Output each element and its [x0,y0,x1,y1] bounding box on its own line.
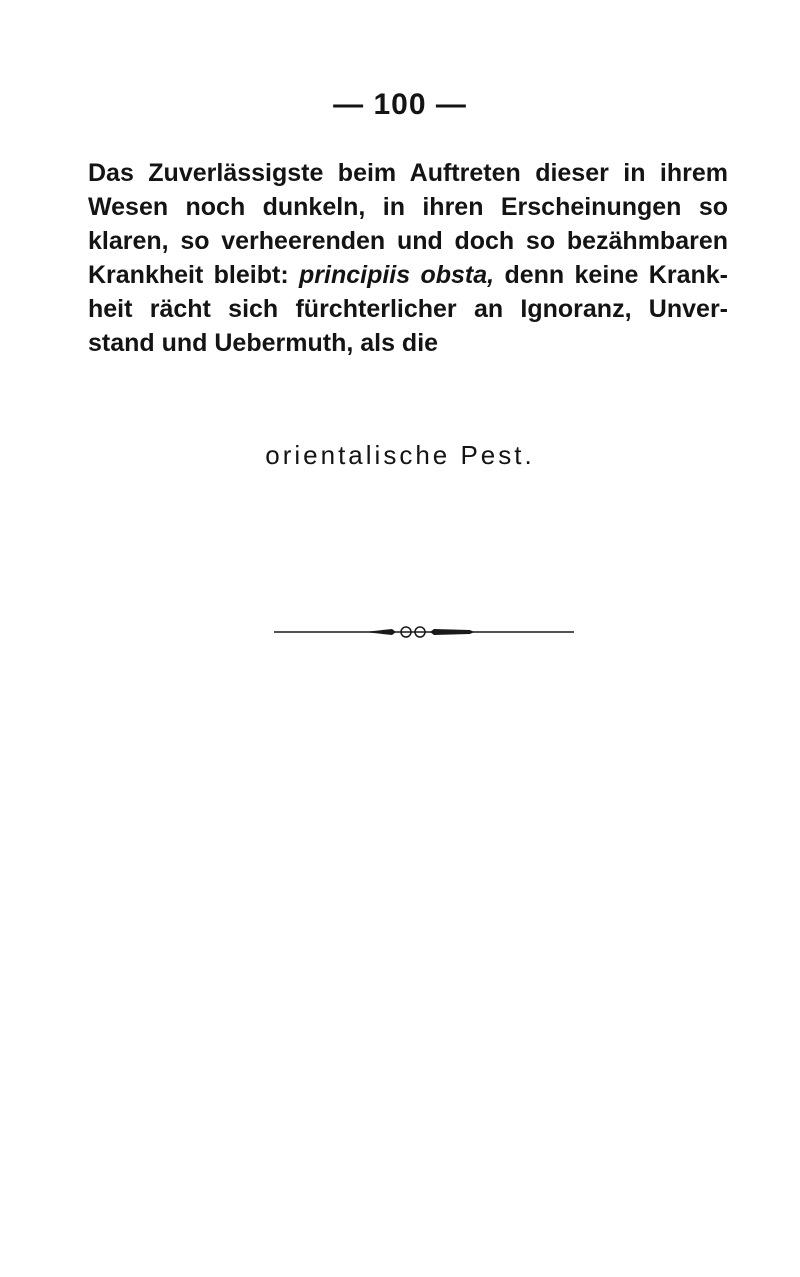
ornamental-divider-icon [274,620,574,644]
latin-phrase: principiis obsta, [299,261,495,289]
paragraph-line: klaren, so verheerenden und doch so bezähmbaren [88,227,728,255]
body-paragraph [88,156,728,360]
paragraph-line: heit rächt sich fürchterlicher an Ignoranz, Unver- [88,295,728,323]
paragraph-line: Das Zuverlässigste beim Auftreten dieser in ihrem [88,159,728,187]
paragraph-text: denn keine Krank- [494,261,728,289]
closing-phrase: orientalische Pest. [265,440,535,470]
paragraph-line: stand und Uebermuth, als die [88,329,439,357]
page-number: — 100 — [333,88,467,121]
paragraph-line [88,258,728,292]
paragraph-line: Wesen noch dunkeln, in ihren Erscheinungen so [88,193,728,221]
paragraph-text: Krankheit bleibt: [88,261,299,289]
